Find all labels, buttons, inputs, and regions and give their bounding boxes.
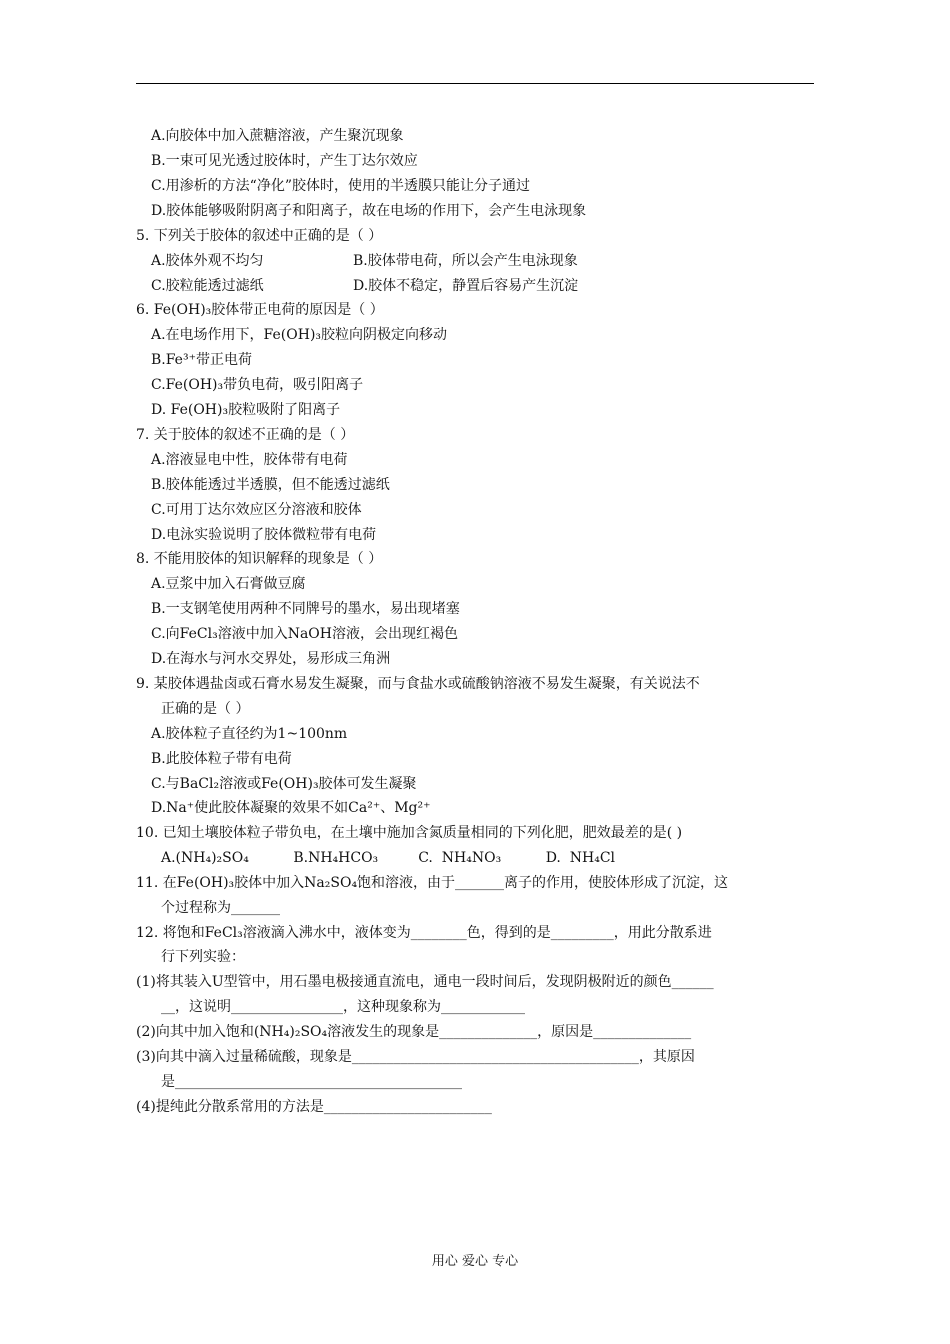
q9-stem-line1: 9. 某胶体遇盐卤或石膏水易发生凝聚，而与食盐水或硫酸钠溶液不易发生凝聚，有关说法不 (136, 676, 700, 692)
q9-option-c: C.与BaCl₂溶液或Fe(OH)₃胶体可发生凝聚 (151, 776, 417, 792)
q12-part1-line2: __，这说明________________，这种现象称为____________ (161, 999, 525, 1015)
q12-line1: 12. 将饱和FeCl₃溶液滴入沸水中，液体变为________色，得到的是_________，用此分散系进 (136, 925, 712, 941)
q7-option-b: B.胶体能透过半透膜，但不能透过滤纸 (151, 477, 390, 493)
q6-stem: 6. Fe(OH)₃胶体带正电荷的原因是（ ） (136, 302, 384, 318)
q7-option-c: C.可用丁达尔效应区分溶液和胶体 (151, 502, 362, 518)
q8-option-c: C.向FeCl₃溶液中加入NaOH溶液，会出现红褐色 (151, 626, 458, 642)
q7-option-a: A.溶液显电中性，胶体带有电荷 (151, 452, 348, 468)
page-footer: 用心 爱心 专心 (431, 1254, 519, 1269)
q8-option-b: B.一支钢笔使用两种不同牌号的墨水，易出现堵塞 (151, 601, 460, 617)
q8-option-a: A.豆浆中加入石膏做豆腐 (151, 576, 306, 592)
q6-option-b: B.Fe³⁺带正电荷 (151, 352, 252, 368)
q10-options: A.(NH₄)₂SO₄ B.NH₄HCO₃ C. NH₄NO₃ D. NH₄Cl (161, 850, 616, 866)
q4-option-a: A.向胶体中加入蔗糖溶液，产生聚沉现象 (151, 128, 404, 144)
q6-option-d: D. Fe(OH)₃胶粒吸附了阳离子 (151, 402, 341, 418)
q12-part2: (2)向其中加入饱和(NH₄)₂SO₄溶液发生的现象是______________，原因是______________ (136, 1024, 692, 1040)
q7-option-d: D.电泳实验说明了胶体微粒带有电荷 (151, 527, 377, 543)
q9-option-d: D.Na⁺使此胶体凝聚的效果不如Ca²⁺、Mg²⁺ (151, 800, 431, 816)
header-rule (136, 83, 814, 84)
q6-option-c: C.Fe(OH)₃带负电荷，吸引阳离子 (151, 377, 364, 393)
q12-part3-line1: (3)向其中滴入过量稀硫酸，现象是_________________________________________，其原因 (136, 1049, 695, 1065)
q10-stem: 10. 已知土壤胶体粒子带负电，在土壤中施加含氮质量相同的下列化肥，肥效最差的是( ) (136, 825, 683, 841)
q5-option-d: D.胶体不稳定，静置后容易产生沉淀 (353, 278, 579, 294)
q6-option-a: A.在电场作用下，Fe(OH)₃胶粒向阴极定向移动 (151, 327, 448, 343)
q12-part4: (4)提纯此分散系常用的方法是________________________ (136, 1099, 492, 1115)
q5-option-a: A.胶体外观不均匀 (151, 253, 264, 269)
q4-option-b: B.一束可见光透过胶体时，产生丁达尔效应 (151, 153, 418, 169)
q9-stem-line2: 正确的是（ ） (161, 701, 250, 717)
q4-option-c: C.用渗析的方法“净化”胶体时，使用的半透膜只能让分子通过 (151, 178, 530, 194)
q9-option-b: B.此胶体粒子带有电荷 (151, 751, 292, 767)
q7-stem: 7. 关于胶体的叙述不正确的是（ ） (136, 427, 355, 443)
q12-part3-line2: 是_________________________________________ (161, 1074, 462, 1090)
q12-part1-line1: (1)将其装入U型管中，用石墨电极接通直流电，通电一段时间后，发现阴极附近的颜色______ (136, 974, 714, 990)
q5-option-b: B.胶体带电荷，所以会产生电泳现象 (353, 253, 578, 269)
q8-stem: 8. 不能用胶体的知识解释的现象是（ ） (136, 551, 383, 567)
q9-option-a: A.胶体粒子直径约为1~100nm (151, 726, 348, 742)
q11-line2: 个过程称为_______ (161, 900, 280, 916)
q11-line1: 11. 在Fe(OH)₃胶体中加入Na₂SO₄饱和溶液，由于_______离子的作用，使胶体形成了沉淀，这 (136, 875, 729, 891)
q5-stem: 5. 下列关于胶体的叙述中正确的是（ ） (136, 228, 383, 244)
q12-line2: 行下列实验： (161, 949, 245, 965)
q8-option-d: D.在海水与河水交界处，易形成三角洲 (151, 651, 391, 667)
q4-option-d: D.胶体能够吸附阴离子和阳离子，故在电场的作用下，会产生电泳现象 (151, 203, 587, 219)
q5-option-c: C.胶粒能透过滤纸 (151, 278, 264, 294)
